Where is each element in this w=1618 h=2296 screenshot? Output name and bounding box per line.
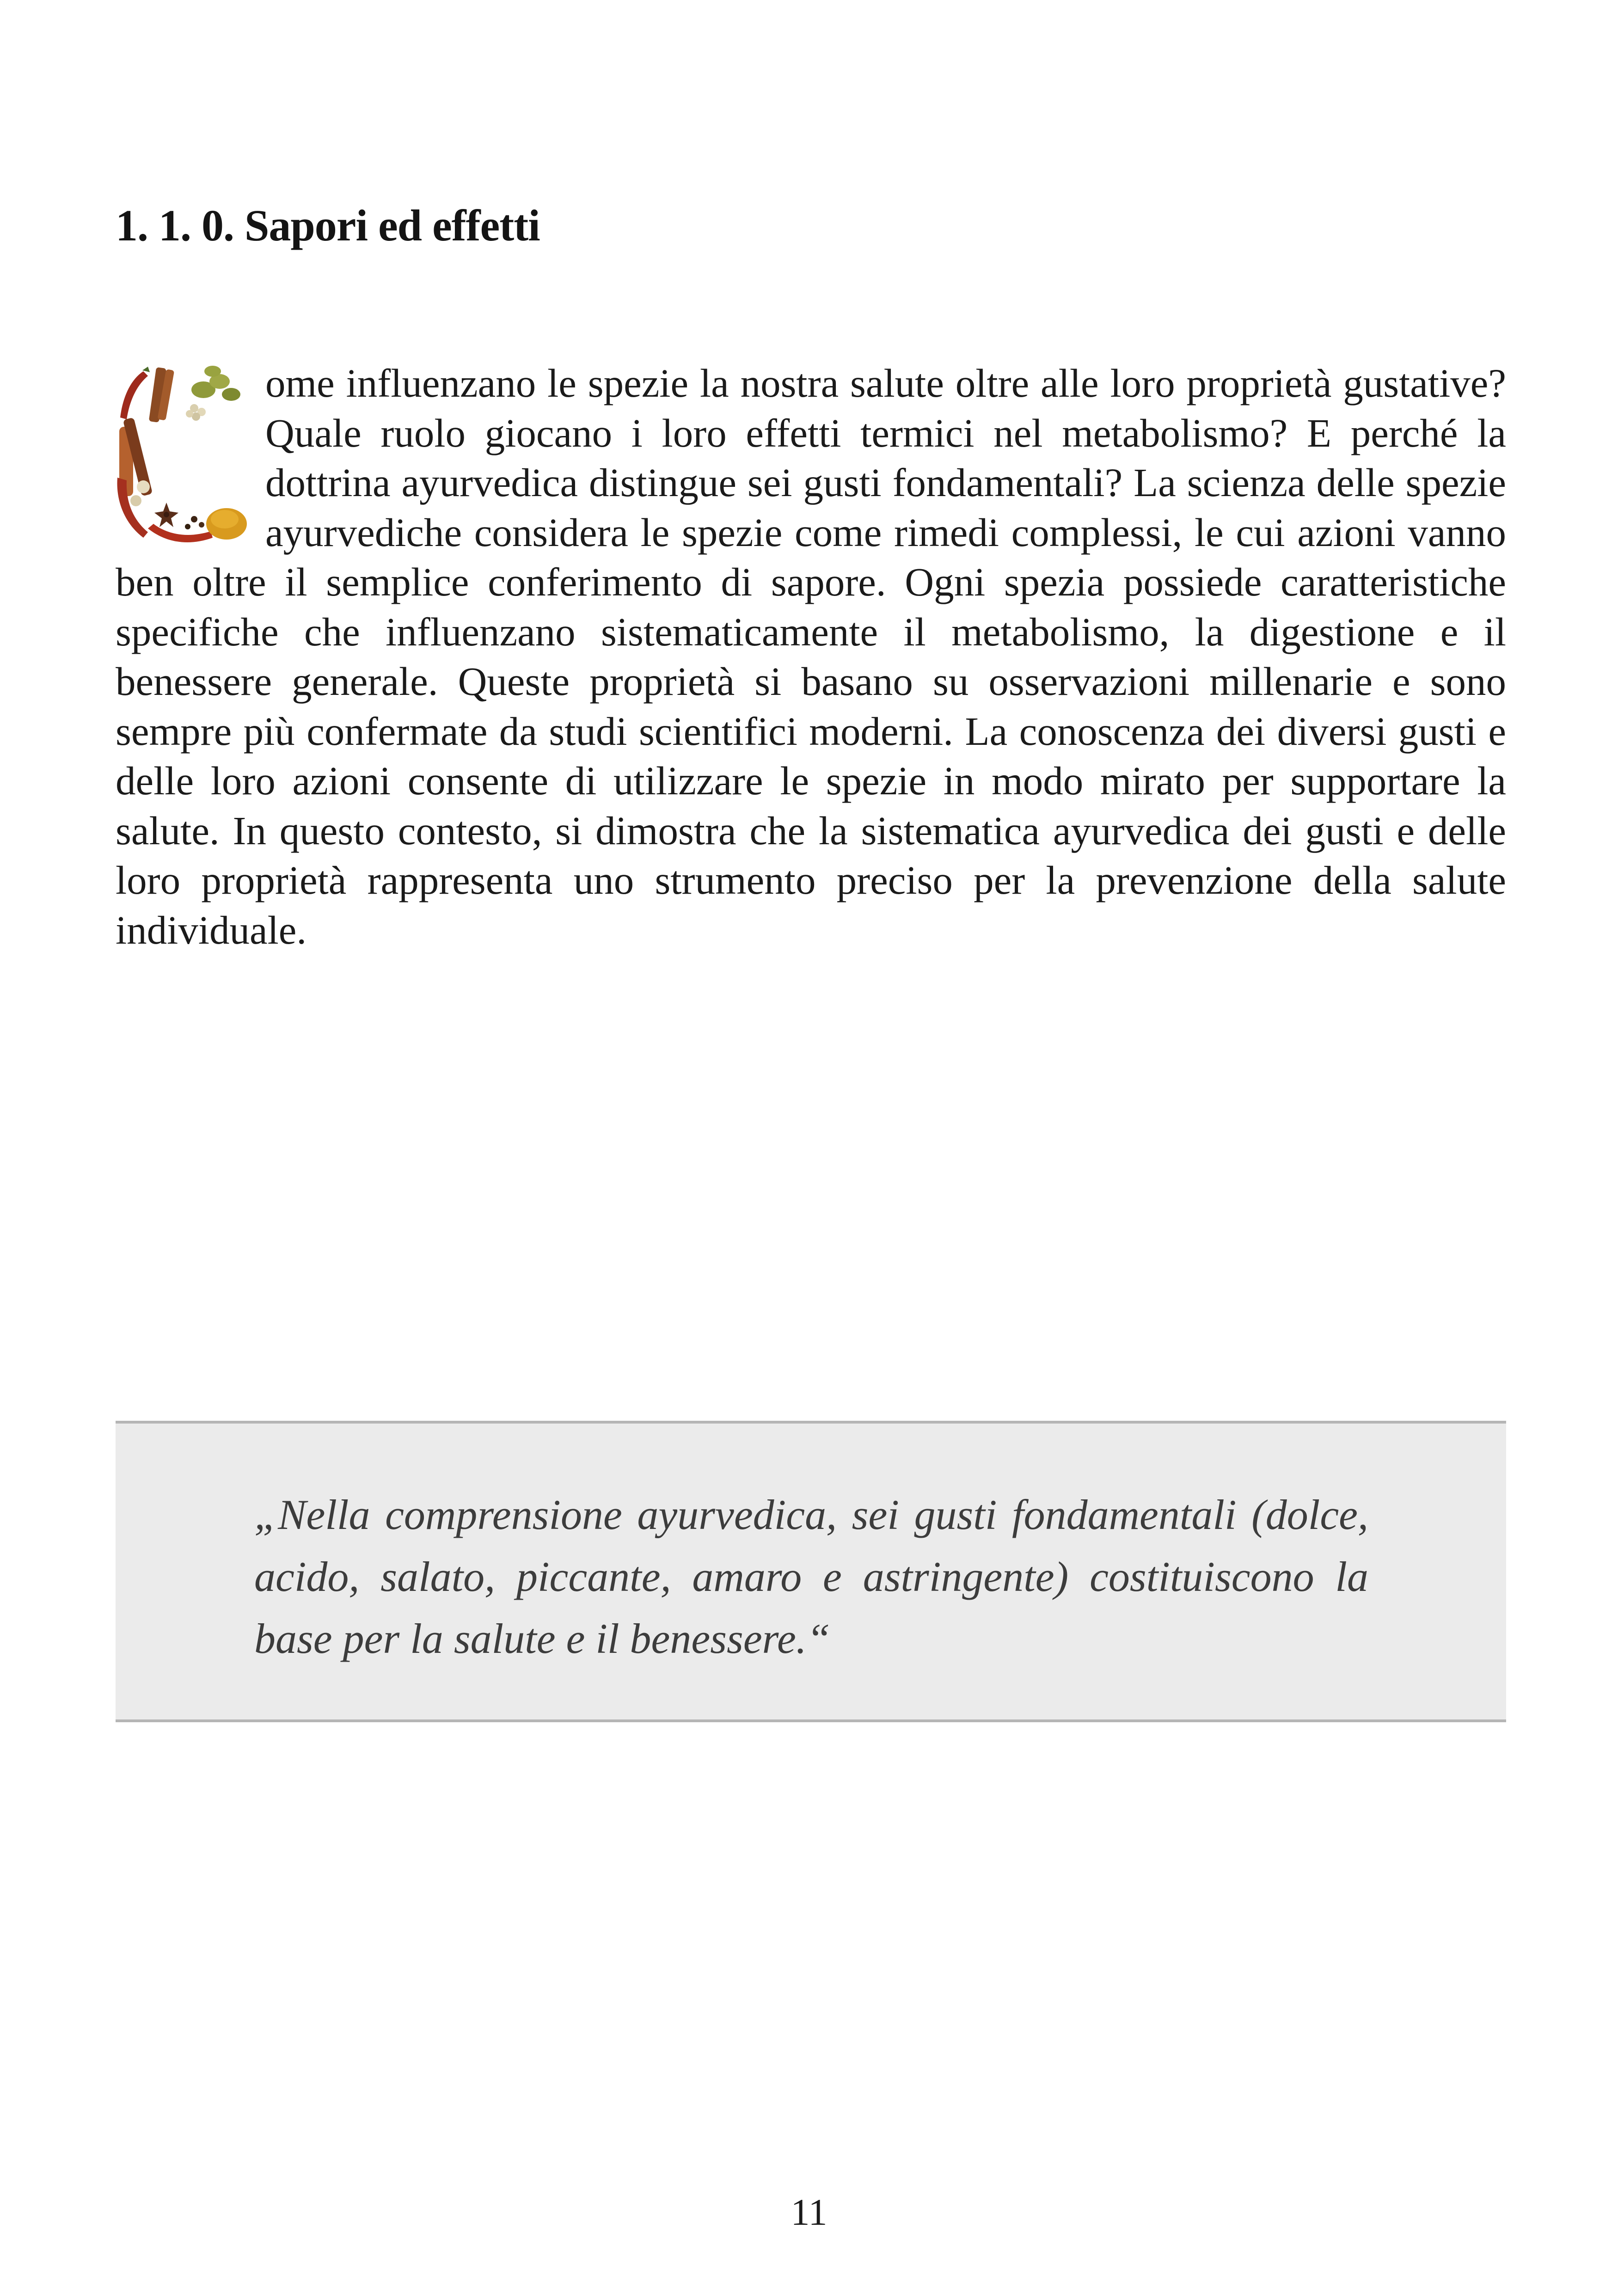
quote-text: „Nella comprensione ayurvedica, sei gusti fondamentali (dolce, acido, salato, piccante, amaro e astringente) costituiscono la base per la salute e il benessere.“ xyxy=(254,1491,1368,1662)
quote-box xyxy=(116,1421,1506,1722)
intro-paragraph xyxy=(116,358,1506,955)
section-title: Sapori ed effetti xyxy=(245,201,540,250)
section-heading xyxy=(116,199,540,252)
spice-letter-c-icon xyxy=(116,362,249,547)
section-number: 1. 1. 0. xyxy=(116,201,234,250)
paragraph-text: ome influenzano le spezie la nostra salute oltre alle loro proprietà gustative? Quale ruolo giocano i loro effetti termici nel metabolismo? E perché la dottrina ayurvedica distingue sei gusti fondamentali? La scienza delle spezie ayurvediche considera le spezie come rimedi complessi, le cui azioni vanno ben oltre il semplice conferimento di sapore. Ogni spezia possiede caratteristiche specifiche che influenzano sistematicamente il metabolismo, la digestione e il benessere generale. Queste proprietà si basano su osservazioni millenarie e sono sempre più confermate da studi scientifici moderni. La conoscenza dei diversi gusti e delle loro azioni consente di utilizzare le spezie in modo mirato per supportare la salute. In questo contesto, si dimostra che la sistematica ayurvedica dei gusti e delle loro proprietà rappresenta uno strumento preciso per la prevenzione della salute individuale. xyxy=(116,361,1506,952)
page-number: 11 xyxy=(791,2191,827,2233)
